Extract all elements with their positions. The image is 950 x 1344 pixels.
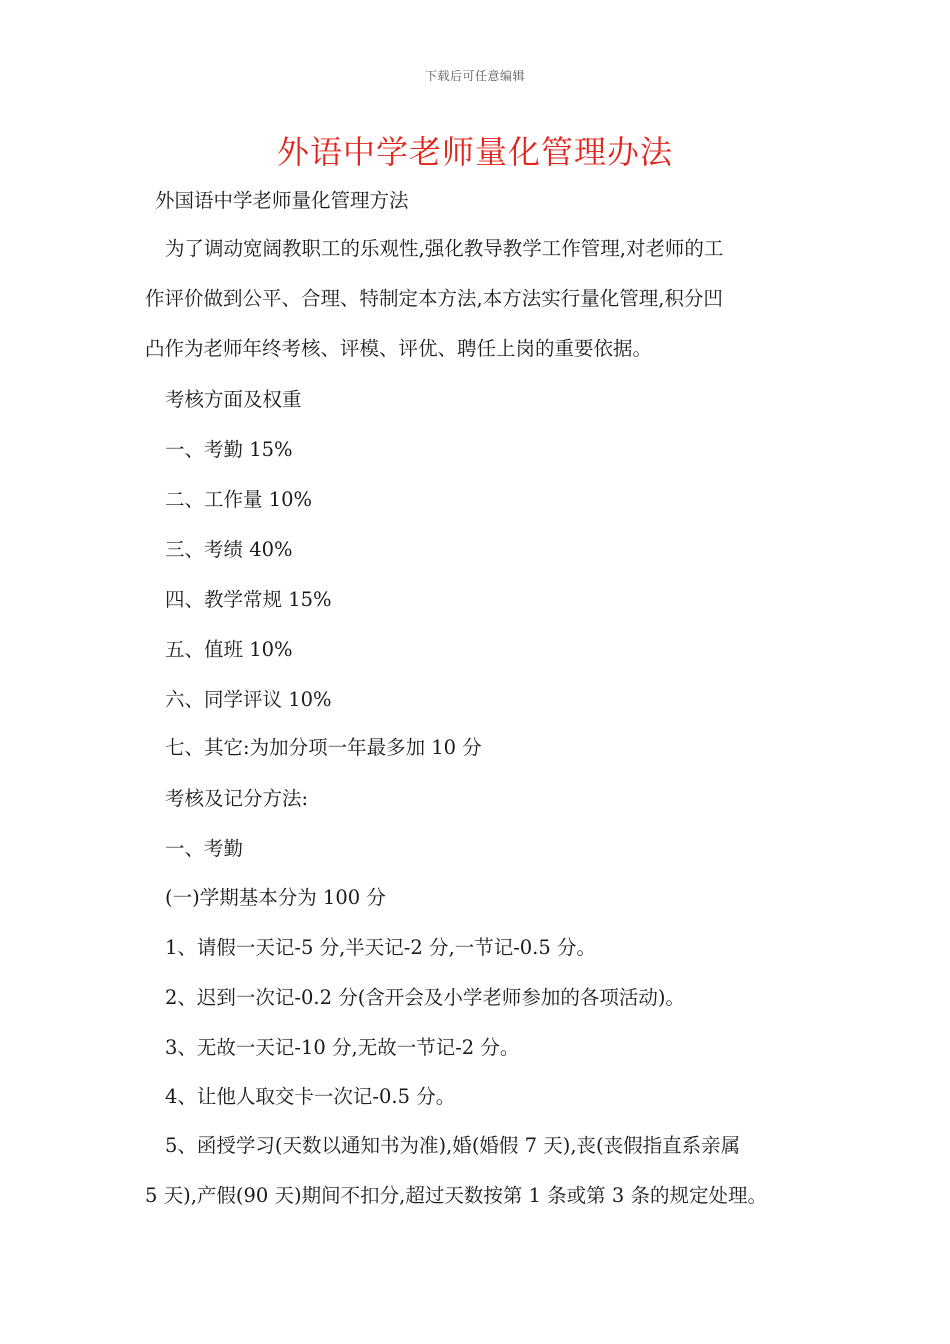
base-score: (一)学期基本分为 100 分 bbox=[165, 886, 386, 909]
section-heading-weights: 考核方面及权重 bbox=[165, 388, 302, 411]
rule-item: 1、请假一天记-5 分,半天记-2 分,一节记-0.5 分。 bbox=[165, 936, 596, 959]
intro-line: 为了调动宽阔教职工的乐观性,强化教导教学工作管理,对老师的工 bbox=[165, 237, 724, 260]
attendance-heading: 一、考勤 bbox=[165, 837, 244, 860]
rule-5-line: 5 天),产假(90 天)期间不扣分,超过天数按第 1 条或第 3 条的规定处理。 bbox=[145, 1184, 767, 1207]
rule-5-line: 5、函授学习(天数以通知书为准),婚(婚假 7 天),丧(丧假指直系亲属 bbox=[165, 1134, 741, 1157]
weight-item: 一、考勤 15% bbox=[165, 438, 293, 461]
document-subtitle: 外国语中学老师量化管理方法 bbox=[155, 189, 409, 212]
rule-item: 4、让他人取交卡一次记-0.5 分。 bbox=[165, 1085, 456, 1108]
rule-item: 2、迟到一次记-0.2 分(含开会及小学老师参加的各项活动)。 bbox=[165, 986, 685, 1009]
weight-item: 三、考绩 40% bbox=[165, 538, 293, 561]
header-note: 下载后可任意编辑 bbox=[424, 69, 525, 83]
document-title: 外语中学老师量化管理办法 bbox=[276, 133, 673, 171]
weight-item: 七、其它:为加分项一年最多加 10 分 bbox=[165, 736, 482, 759]
rule-item-5 bbox=[145, 1121, 825, 1221]
weight-item: 五、值班 10% bbox=[165, 638, 293, 661]
intro-line: 凸作为老师年终考核、评模、评优、聘任上岗的重要依据。 bbox=[145, 337, 653, 360]
intro-paragraph bbox=[145, 224, 825, 374]
section-heading-method: 考核及记分方法: bbox=[165, 787, 309, 810]
rule-item: 3、无故一天记-10 分,无故一节记-2 分。 bbox=[165, 1036, 520, 1059]
weight-item: 二、工作量 10% bbox=[165, 488, 313, 511]
weight-item: 六、同学评议 10% bbox=[165, 688, 332, 711]
intro-line: 作评价做到公平、合理、特制定本方法,本方法实行量化管理,积分凹 bbox=[145, 287, 723, 310]
weight-item: 四、教学常规 15% bbox=[165, 588, 332, 611]
